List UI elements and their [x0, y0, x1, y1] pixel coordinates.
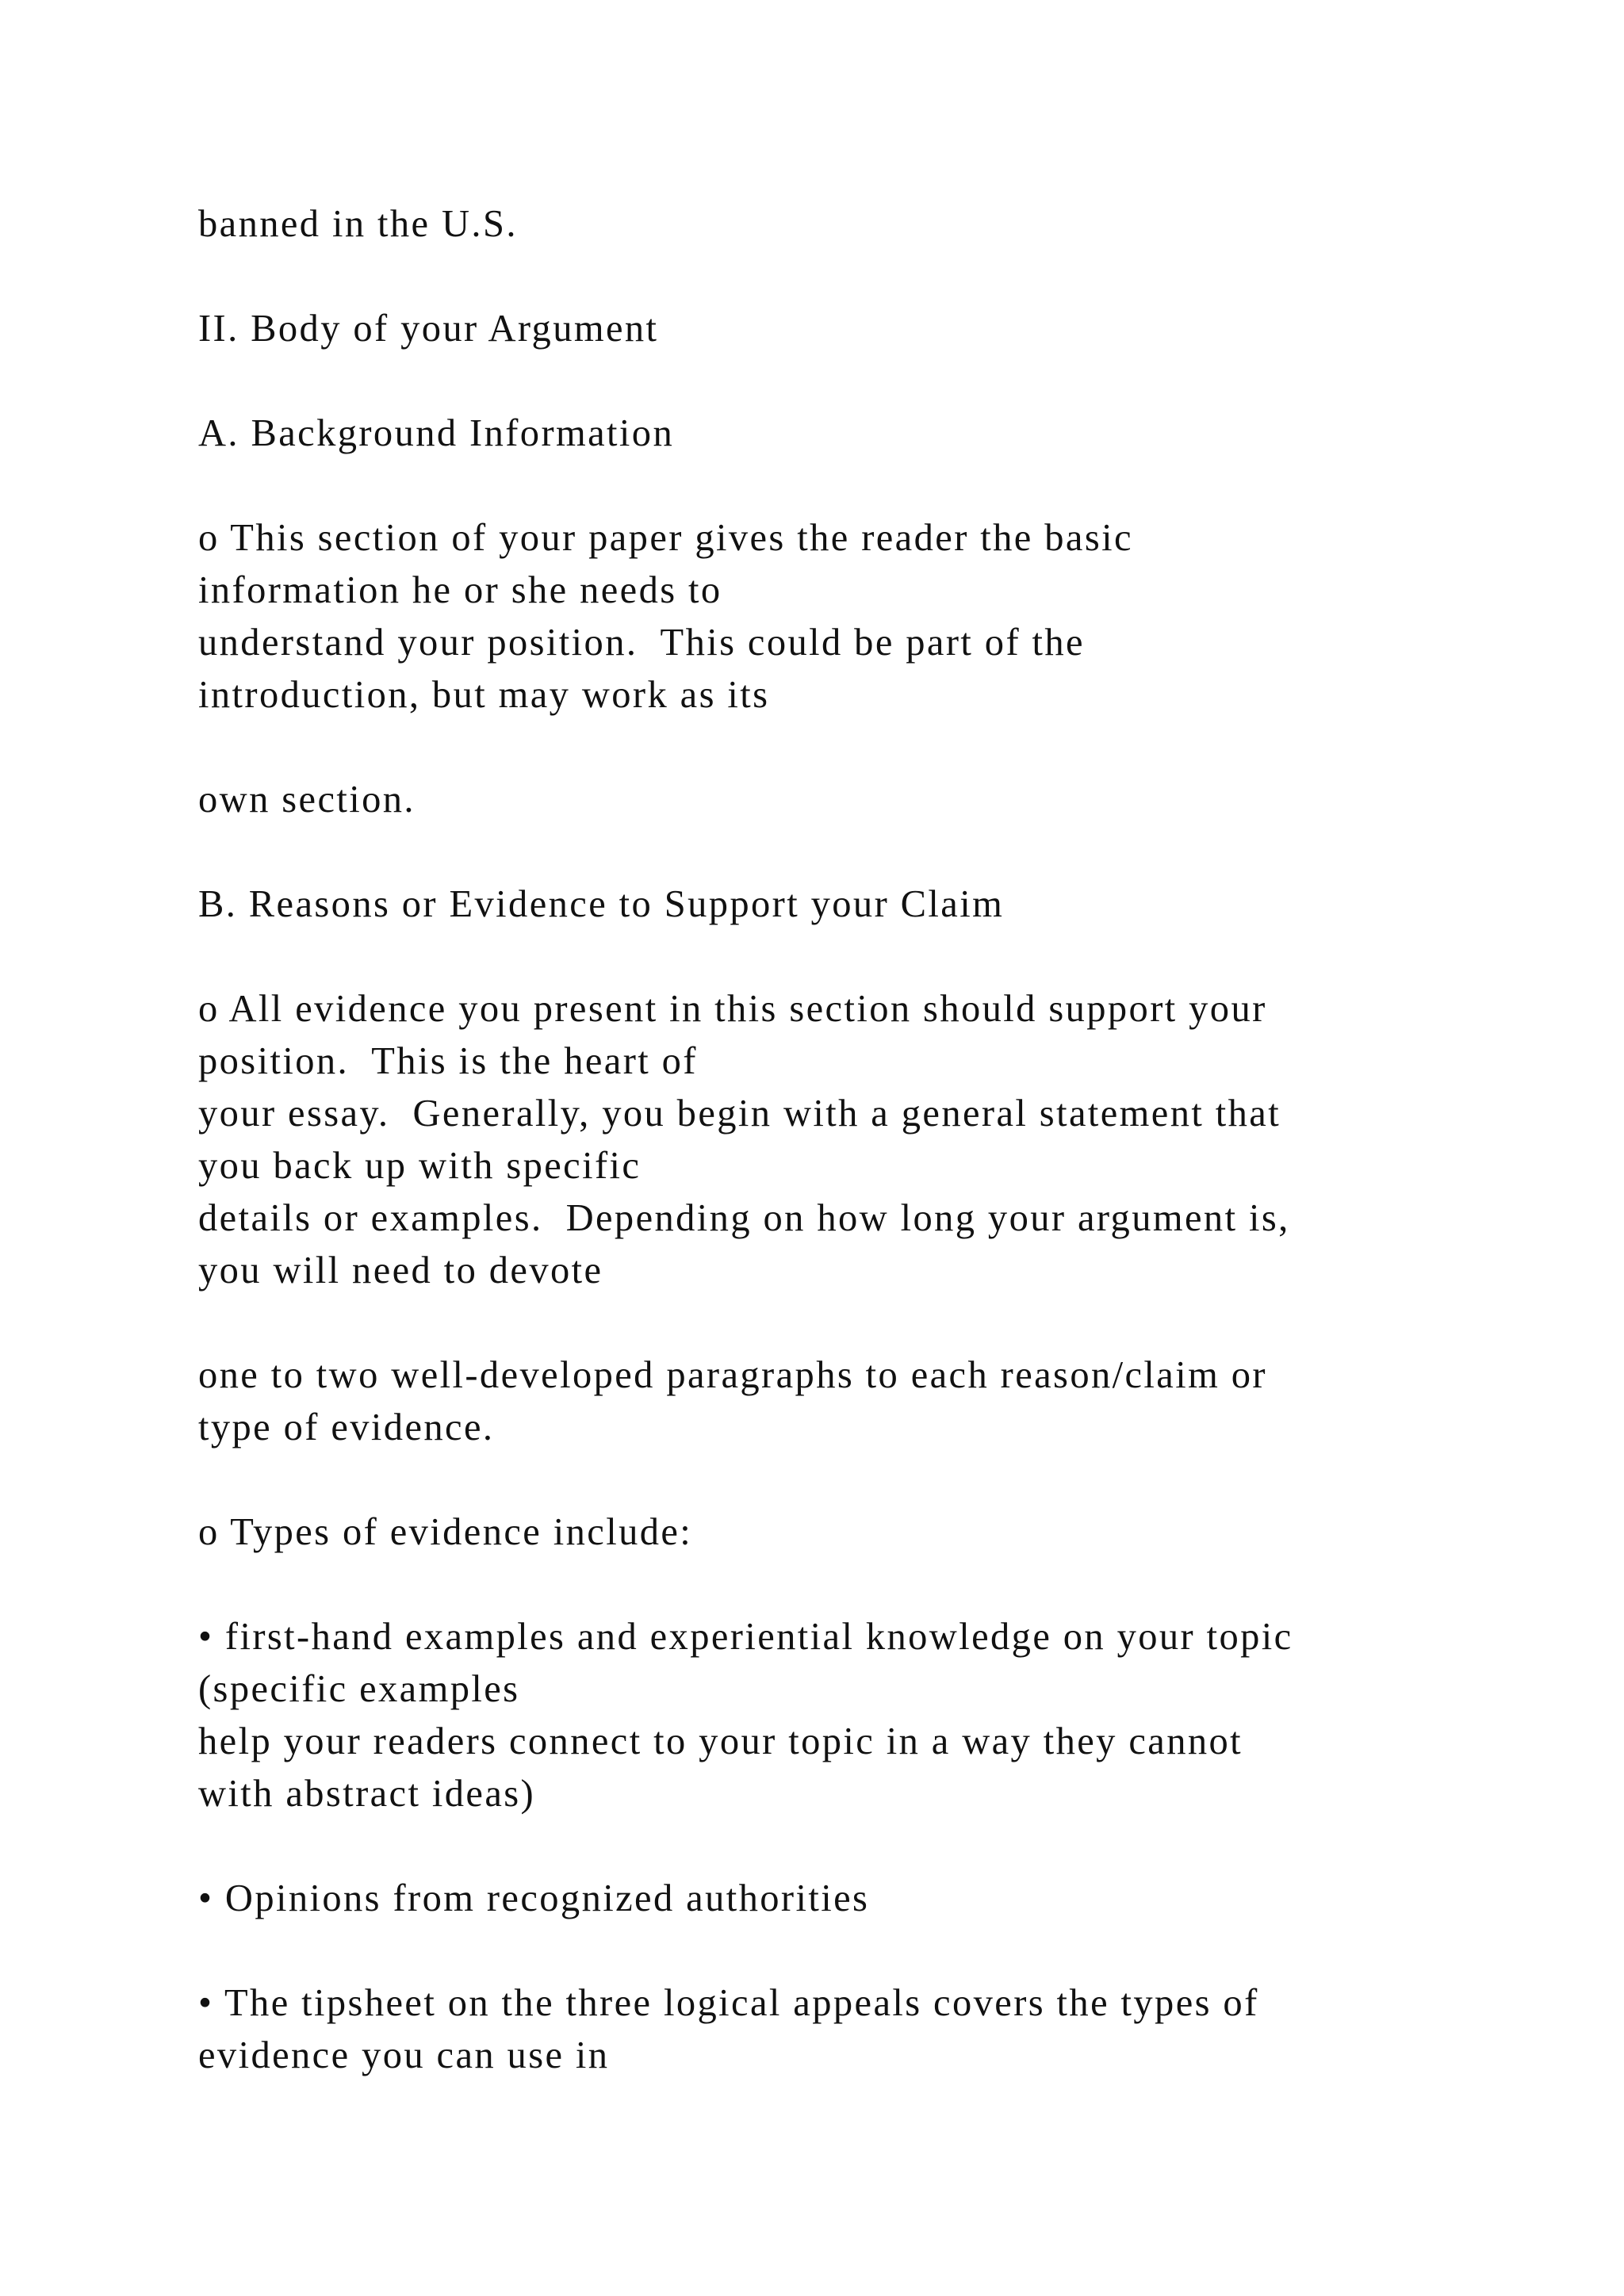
text-line: (specific examples: [198, 1668, 520, 1710]
blank-line: [198, 460, 1499, 512]
text-line: help your readers connect to your topic in a way they cannot: [198, 1720, 1243, 1762]
text-line: own section.: [198, 779, 416, 821]
subsection-heading: A. Background Information: [198, 412, 675, 454]
bullet-item: • The tipsheet on the three logical appeals covers the types of: [198, 1982, 1259, 2024]
text-line: o This section of your paper gives the reader the basic: [198, 517, 1133, 559]
text-line: one to two well-developed paragraphs to each reason/claim or: [198, 1354, 1267, 1396]
blank-line: [198, 251, 1499, 303]
bullet-item: • Opinions from recognized authorities: [198, 1877, 870, 1919]
text-line: o Types of evidence include:: [198, 1511, 693, 1553]
text-line: introduction, but may work as its: [198, 674, 770, 716]
text-line: details or examples. Depending on how long your argument is,: [198, 1197, 1290, 1239]
text-line: understand your position. This could be part of the: [198, 622, 1085, 664]
section-heading: II. Body of your Argument: [198, 308, 659, 350]
document-body: [198, 198, 1499, 2082]
text-line: information he or she needs to: [198, 569, 722, 611]
blank-line: [198, 721, 1499, 774]
bullet-item: • first-hand examples and experiential knowledge on your topic: [198, 1616, 1293, 1658]
subsection-heading: B. Reasons or Evidence to Support your Claim: [198, 883, 1005, 925]
text-line: you back up with specific: [198, 1145, 642, 1187]
blank-line: [198, 1454, 1499, 1506]
text-line: you will need to devote: [198, 1249, 603, 1292]
text-line: evidence you can use in: [198, 2034, 610, 2076]
blank-line: [198, 1925, 1499, 1977]
text-line: banned in the U.S.: [198, 203, 518, 245]
text-line: position. This is the heart of: [198, 1040, 698, 1082]
blank-line: [198, 931, 1499, 983]
text-line: o All evidence you present in this section should support your: [198, 988, 1267, 1030]
text-line: your essay. Generally, you begin with a general statement that: [198, 1093, 1281, 1135]
blank-line: [198, 1297, 1499, 1349]
blank-line: [198, 1820, 1499, 1873]
blank-line: [198, 355, 1499, 408]
blank-line: [198, 826, 1499, 878]
text-line: type of evidence.: [198, 1406, 495, 1448]
blank-line: [198, 1559, 1499, 1611]
text-line: with abstract ideas): [198, 1773, 536, 1815]
